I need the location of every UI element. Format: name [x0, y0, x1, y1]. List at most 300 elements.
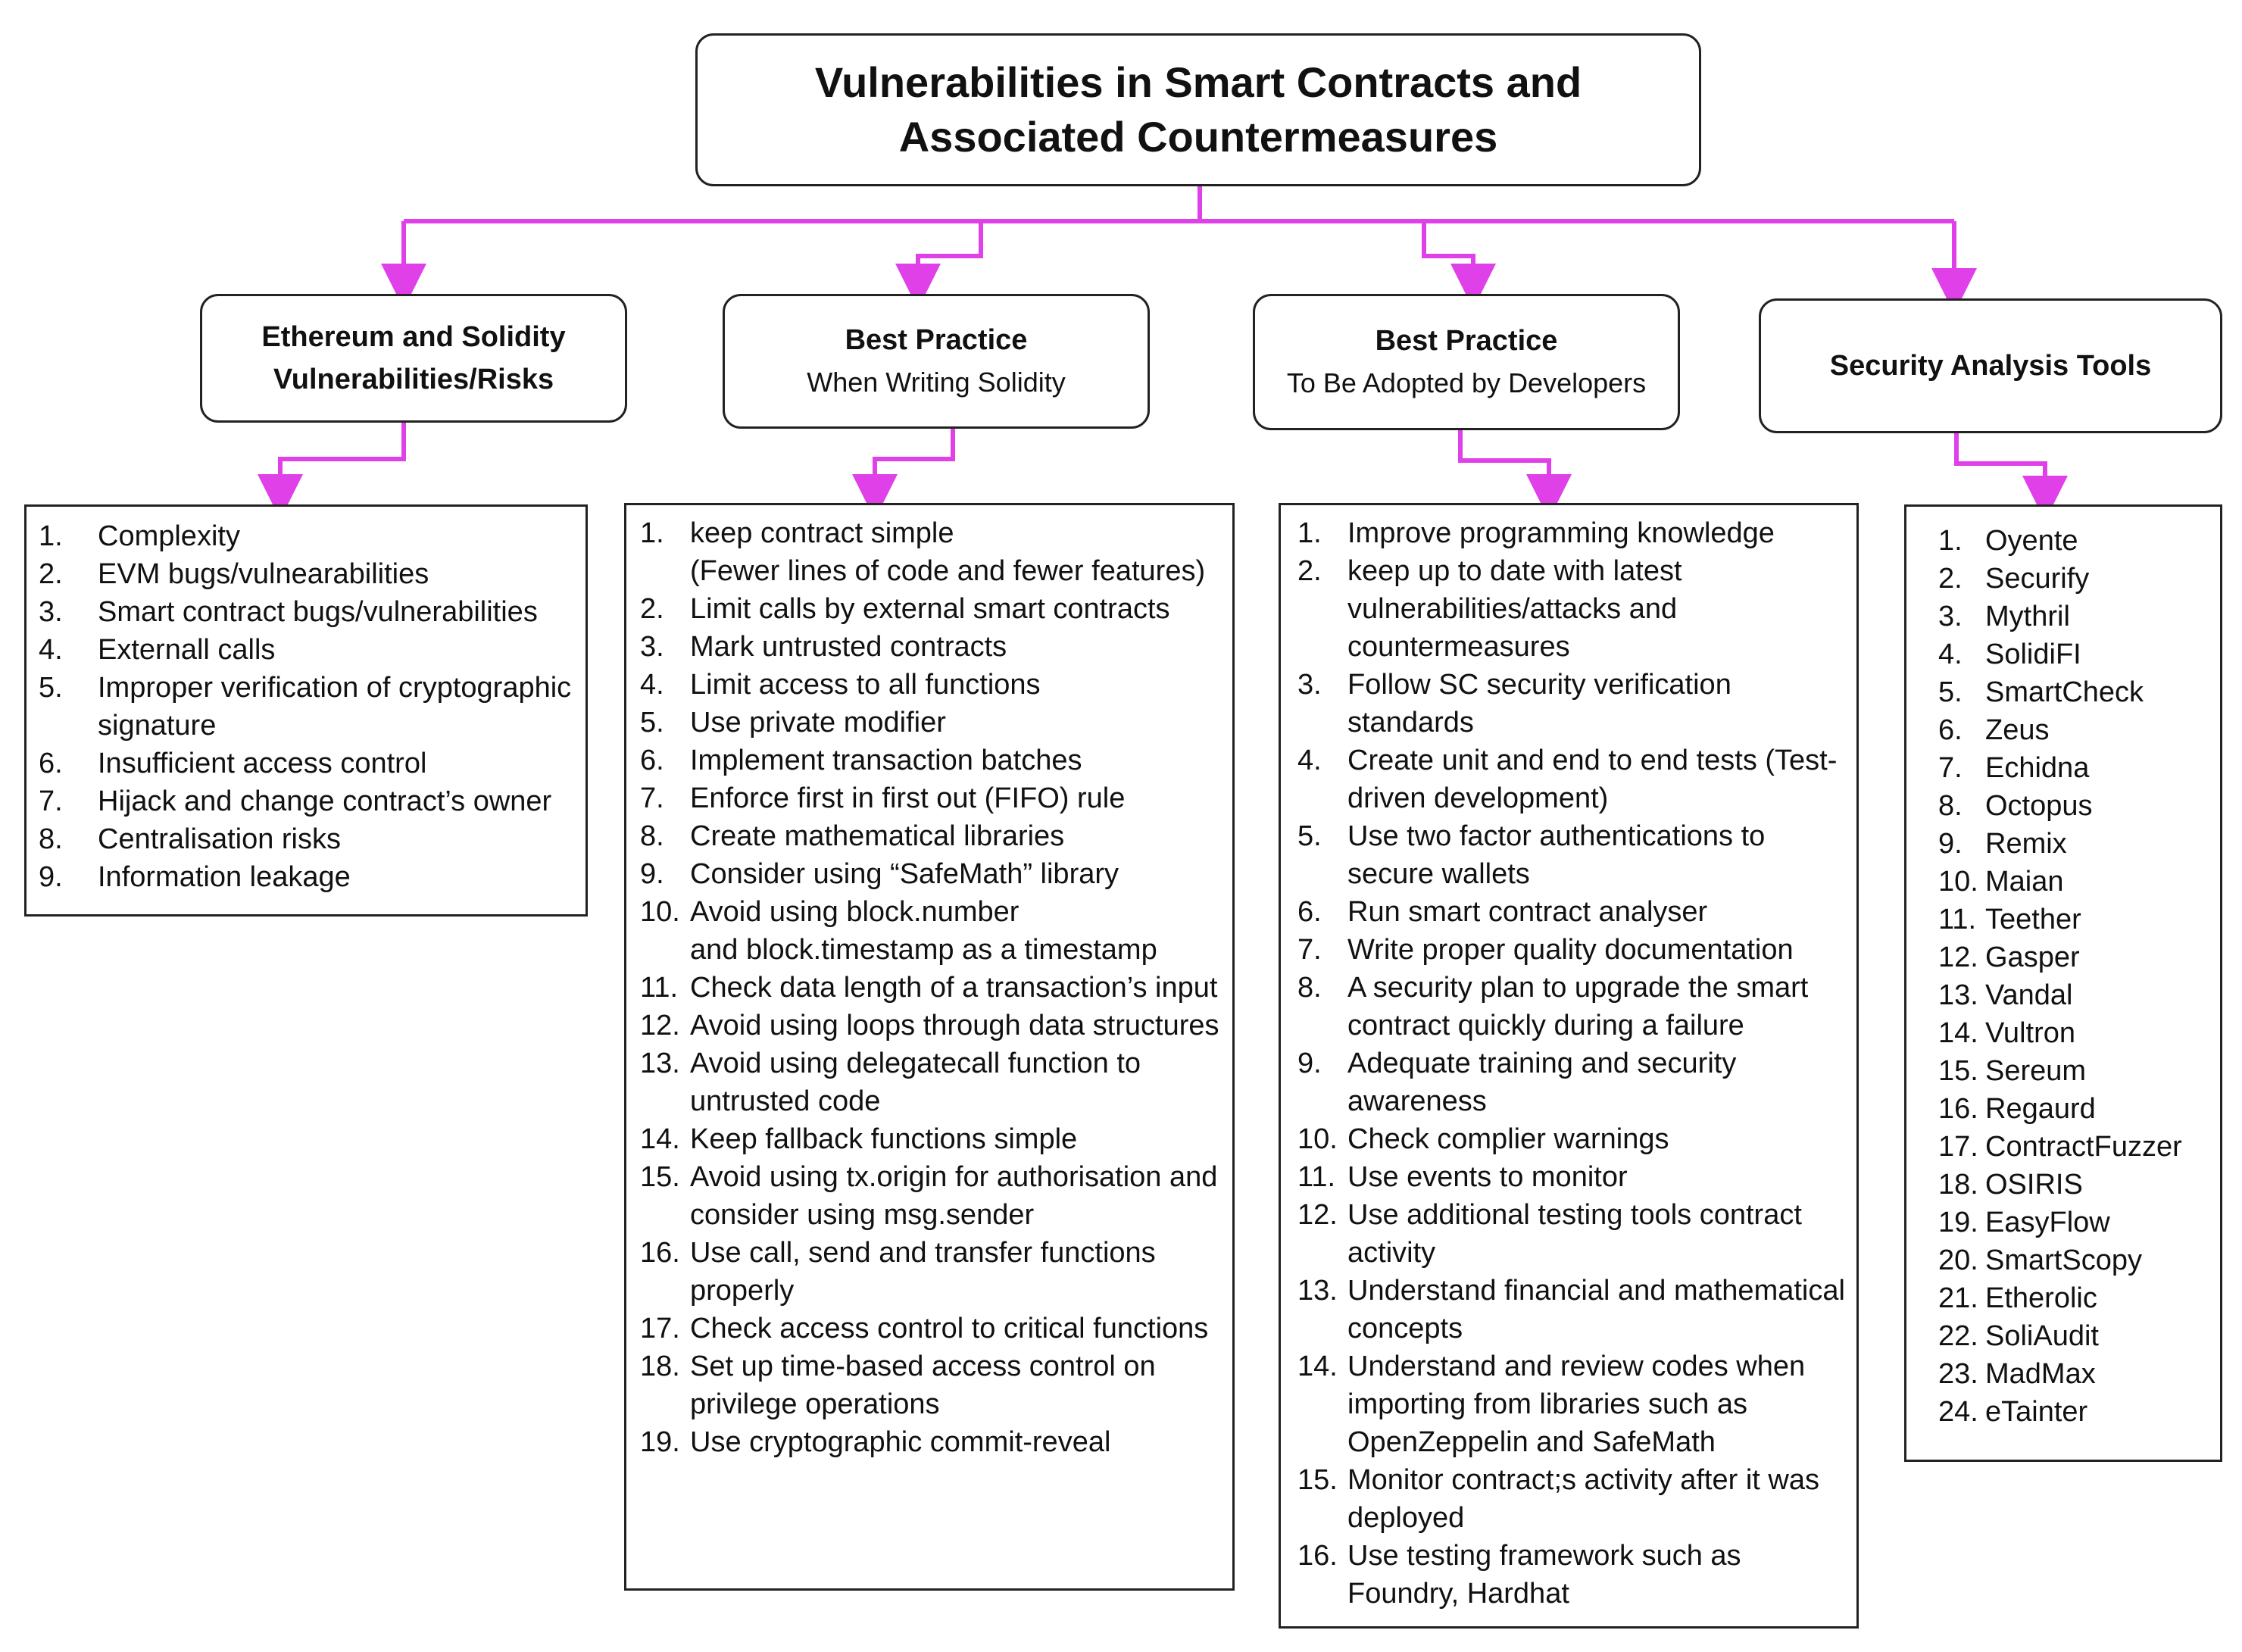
- list-item-number: 1.: [1938, 525, 1963, 557]
- list-item-text: Echidna: [1985, 752, 2090, 784]
- list-item-number: 16.: [640, 1237, 680, 1269]
- list-item-content: [690, 1423, 1226, 1461]
- list-item-text: Mark untrusted contracts: [690, 631, 1007, 663]
- list-item: [1297, 1158, 1850, 1196]
- list-item-number: 12.: [1297, 1199, 1338, 1231]
- list-item-text: Improve programming knowledge: [1347, 517, 1775, 549]
- list-item-text: Use events to monitor: [1347, 1161, 1628, 1193]
- list-item-number: 14.: [1297, 1351, 1338, 1382]
- vulnerabilities-list: [39, 517, 575, 896]
- list-item-number: 5.: [39, 672, 63, 704]
- list-item-content: [1985, 1279, 2214, 1317]
- list-item: [1297, 1272, 1850, 1348]
- list-item: [39, 593, 575, 631]
- list-item-text: OSIRIS: [1985, 1169, 2083, 1201]
- list-item-number: 3.: [1297, 669, 1322, 701]
- list-item-number: 12.: [640, 1010, 680, 1041]
- list-item-subtext: and block.timestamp as a timestamp: [690, 934, 1157, 966]
- list-item: [640, 855, 1226, 893]
- list-item-text: Monitor contract;s activity after it was deployed: [1347, 1464, 1819, 1534]
- list-item-text: SmartCheck: [1985, 676, 2144, 708]
- list-item-number: 10.: [640, 896, 680, 928]
- list-item-content: [1347, 1196, 1850, 1272]
- list-item-content: [1347, 1537, 1850, 1613]
- list-item: [1938, 749, 2214, 787]
- list-item: [640, 1158, 1226, 1234]
- list-item: [640, 590, 1226, 628]
- list-item-content: [1985, 787, 2214, 825]
- list-item-content: [1347, 969, 1850, 1045]
- list-item-number: 7.: [1938, 752, 1963, 784]
- list-item-number: 1.: [640, 517, 664, 549]
- list-item-content: [1985, 1166, 2214, 1204]
- list-item-text: keep contract simple: [690, 517, 954, 549]
- list-item: [1938, 673, 2214, 711]
- list-item-content: [1347, 893, 1850, 931]
- list-item: [640, 893, 1226, 969]
- list-item: [1938, 1241, 2214, 1279]
- list-item-text: Avoid using delegatecall function to untrusted code: [690, 1048, 1141, 1117]
- list-item-text: Smart contract bugs/vulnerabilities: [98, 596, 538, 628]
- list-item-number: 13.: [640, 1048, 680, 1079]
- list-item-number: 13.: [1297, 1275, 1338, 1307]
- list-item-number: 9.: [39, 861, 63, 893]
- list-item: [1938, 598, 2214, 636]
- connector-to-cat2: [918, 221, 981, 286]
- list-item: [1938, 787, 2214, 825]
- list-item-number: 20.: [1938, 1244, 1978, 1276]
- list-item-content: [690, 1158, 1226, 1234]
- list-item: [1297, 1461, 1850, 1537]
- list-item-number: 2.: [1297, 555, 1322, 587]
- list-item-text: Insufficient access control: [98, 748, 427, 779]
- list-item-content: [1985, 1317, 2214, 1355]
- list-item-number: 19.: [1938, 1207, 1978, 1238]
- list-item-content: [1985, 1090, 2214, 1128]
- list-item: [640, 742, 1226, 779]
- list-item-content: [1985, 749, 2214, 787]
- list-item-content: [690, 893, 1226, 969]
- list-item: [39, 669, 575, 745]
- list-item-content: [690, 704, 1226, 742]
- list-item: [1297, 1348, 1850, 1461]
- list-item-number: 6.: [1297, 896, 1322, 928]
- list-item-subtext: (Fewer lines of code and fewer features): [690, 555, 1206, 587]
- list-item-text: Zeus: [1985, 714, 2050, 746]
- list-box-developer-practices: [1279, 503, 1859, 1629]
- connector-to-cat3: [1424, 221, 1473, 286]
- list-item-content: [690, 1348, 1226, 1423]
- list-item-content: [1985, 863, 2214, 901]
- category-header-line-1: Security Analysis Tools: [1829, 350, 2152, 382]
- list-item-text: MadMax: [1985, 1358, 2096, 1390]
- list-item-number: 7.: [1297, 934, 1322, 966]
- list-item-content: [690, 855, 1226, 893]
- list-item-content: [1347, 514, 1850, 552]
- list-item-text: Limit access to all functions: [690, 669, 1041, 701]
- list-item-text: Write proper quality documentation: [1347, 934, 1794, 966]
- list-item-number: 11.: [1938, 904, 1977, 935]
- list-item-text: Understand and review codes when importing from libraries such as OpenZeppelin and SafeMath: [1347, 1351, 1806, 1458]
- list-item: [640, 1120, 1226, 1158]
- list-item-text: Check complier warnings: [1347, 1123, 1669, 1155]
- list-item-text: Oyente: [1985, 525, 2078, 557]
- list-item-text: Use call, send and transfer functions properly: [690, 1237, 1156, 1307]
- list-item-number: 10.: [1938, 866, 1978, 898]
- list-item-text: Implement transaction batches: [690, 745, 1082, 776]
- list-item-content: [1985, 673, 2214, 711]
- list-item-text: Sereum: [1985, 1055, 2087, 1087]
- list-item-content: [98, 593, 575, 631]
- list-item-content: [98, 782, 575, 820]
- list-item-number: 4.: [1297, 745, 1322, 776]
- list-item-number: 8.: [1938, 790, 1963, 822]
- list-item: [640, 628, 1226, 666]
- list-item: [640, 969, 1226, 1007]
- list-item-text: Improper verification of cryptographic signature: [98, 672, 572, 742]
- list-item-text: Externall calls: [98, 634, 276, 666]
- list-item: [640, 1348, 1226, 1423]
- list-item-content: [1985, 1355, 2214, 1393]
- list-item-number: 4.: [39, 634, 63, 666]
- list-item-number: 24.: [1938, 1396, 1978, 1428]
- list-item-text: Create mathematical libraries: [690, 820, 1065, 852]
- list-item-content: [1347, 1348, 1850, 1461]
- list-item-content: [1985, 1393, 2214, 1431]
- list-item-content: [98, 858, 575, 896]
- list-item-text: Run smart contract analyser: [1347, 896, 1708, 928]
- list-item-content: [1347, 1120, 1850, 1158]
- list-item-content: [690, 817, 1226, 855]
- list-item: [1938, 560, 2214, 598]
- list-item-number: 23.: [1938, 1358, 1978, 1390]
- list-item: [1938, 522, 2214, 560]
- list-item-text: Check access control to critical functions: [690, 1313, 1209, 1344]
- list-item-text: EVM bugs/vulnearabilities: [98, 558, 429, 590]
- list-item-number: 3.: [39, 596, 63, 628]
- list-item-text: Adequate training and security awareness: [1347, 1048, 1737, 1117]
- list-item-text: Check data length of a transaction’s input: [690, 972, 1218, 1004]
- list-item-text: Teether: [1985, 904, 2081, 935]
- list-item: [1297, 514, 1850, 552]
- list-item: [640, 1423, 1226, 1461]
- list-item: [1938, 1014, 2214, 1052]
- list-item-content: [1347, 666, 1850, 742]
- list-item: [640, 1045, 1226, 1120]
- list-item: [1938, 938, 2214, 976]
- list-item-text: Keep fallback functions simple: [690, 1123, 1078, 1155]
- list-item-content: [1985, 976, 2214, 1014]
- list-item: [1938, 636, 2214, 673]
- list-item-number: 1.: [1297, 517, 1322, 549]
- list-item-number: 15.: [640, 1161, 680, 1193]
- list-item-text: SolidiFI: [1985, 639, 2081, 670]
- list-item-number: 8.: [39, 823, 63, 855]
- list-item-number: 17.: [640, 1313, 680, 1344]
- list-item-content: [98, 517, 575, 555]
- list-item-content: [1985, 1204, 2214, 1241]
- list-item-number: 11.: [1297, 1161, 1336, 1193]
- list-item-number: 2.: [1938, 563, 1963, 595]
- list-item-content: [98, 555, 575, 593]
- list-item-content: [1985, 1241, 2214, 1279]
- list-item-content: [1985, 901, 2214, 938]
- list-item: [1297, 1537, 1850, 1613]
- list-item-text: Create unit and end to end tests (Test-driven development): [1347, 745, 1838, 814]
- list-item-number: 6.: [39, 748, 63, 779]
- list-item-content: [690, 969, 1226, 1007]
- list-item-content: [690, 514, 1226, 590]
- list-item: [1938, 1052, 2214, 1090]
- category-header-line-1: Ethereum and Solidity: [261, 321, 566, 353]
- list-item: [39, 745, 575, 782]
- category-header-line-1: Best Practice: [1375, 325, 1558, 357]
- security-tools-list: [1938, 522, 2214, 1431]
- list-item-content: [1347, 817, 1850, 893]
- list-item-number: 15.: [1938, 1055, 1978, 1087]
- list-item: [1938, 863, 2214, 901]
- list-item-number: 13.: [1938, 979, 1978, 1011]
- list-item-text: Etherolic: [1985, 1282, 2097, 1314]
- connector-cat4-list: [1956, 433, 2045, 498]
- list-item: [640, 1007, 1226, 1045]
- list-item-number: 16.: [1938, 1093, 1978, 1125]
- list-item-content: [98, 631, 575, 669]
- list-item: [1938, 1204, 2214, 1241]
- list-item-number: 1.: [39, 520, 63, 552]
- list-item-text: A security plan to upgrade the smart contract quickly during a failure: [1347, 972, 1809, 1041]
- list-item-text: Octopus: [1985, 790, 2093, 822]
- list-item: [1938, 711, 2214, 749]
- category-header-line-2: To Be Adopted by Developers: [1286, 367, 1647, 398]
- list-item-number: 11.: [640, 972, 679, 1004]
- list-item-text: Avoid using loops through data structures: [690, 1010, 1219, 1041]
- list-item: [1938, 976, 2214, 1014]
- list-item-text: Understand financial and mathematical concepts: [1347, 1275, 1845, 1344]
- list-item-number: 8.: [1297, 972, 1322, 1004]
- list-box-solidity-practices: [624, 503, 1235, 1591]
- list-item-content: [690, 742, 1226, 779]
- connector-cat1-list: [280, 423, 404, 497]
- list-item-number: 9.: [640, 858, 664, 890]
- list-item-text: eTainter: [1985, 1396, 2088, 1428]
- list-item-number: 7.: [39, 785, 63, 817]
- list-item-number: 22.: [1938, 1320, 1978, 1352]
- list-item-content: [690, 779, 1226, 817]
- list-item: [1938, 825, 2214, 863]
- list-item-content: [690, 1045, 1226, 1120]
- list-item: [1938, 1355, 2214, 1393]
- list-item-content: [1347, 1045, 1850, 1120]
- list-item-number: 21.: [1938, 1282, 1978, 1314]
- list-item-content: [1347, 1158, 1850, 1196]
- list-item-content: [1985, 560, 2214, 598]
- list-item-content: [690, 666, 1226, 704]
- list-box-vulnerabilities: [24, 504, 588, 917]
- list-item-content: [690, 1120, 1226, 1158]
- list-item-content: [1347, 742, 1850, 817]
- category-header-line-2: When Writing Solidity: [807, 367, 1066, 398]
- list-item-number: 5.: [1938, 676, 1963, 708]
- list-item-text: Maian: [1985, 866, 2064, 898]
- list-box-security-tools: [1904, 504, 2222, 1462]
- list-item-text: SmartScopy: [1985, 1244, 2142, 1276]
- list-item-text: Centralisation risks: [98, 823, 341, 855]
- list-item-number: 3.: [1938, 601, 1963, 632]
- list-item-number: 9.: [1938, 828, 1963, 860]
- category-header-best-practice-solidity: [723, 294, 1150, 429]
- list-item-number: 3.: [640, 631, 664, 663]
- list-item-text: Limit calls by external smart contracts: [690, 593, 1170, 625]
- list-item-number: 9.: [1297, 1048, 1322, 1079]
- list-item: [640, 666, 1226, 704]
- list-item-number: 17.: [1938, 1131, 1978, 1163]
- list-item: [1297, 969, 1850, 1045]
- list-item-content: [1985, 825, 2214, 863]
- list-item-number: 2.: [39, 558, 63, 590]
- list-item: [640, 817, 1226, 855]
- list-item-text: Follow SC security verification standards: [1347, 669, 1731, 739]
- list-item-number: 4.: [640, 669, 664, 701]
- list-item-number: 15.: [1297, 1464, 1338, 1496]
- list-item-text: ContractFuzzer: [1985, 1131, 2182, 1163]
- list-item: [1938, 1279, 2214, 1317]
- list-item-content: [1985, 598, 2214, 636]
- list-item-content: [1985, 711, 2214, 749]
- list-item-text: Consider using “SafeMath” library: [690, 858, 1119, 890]
- list-item-number: 18.: [1938, 1169, 1978, 1201]
- list-item-content: [1985, 636, 2214, 673]
- list-item-text: EasyFlow: [1985, 1207, 2110, 1238]
- list-item-text: Use two factor authentications to secure wallets: [1347, 820, 1766, 890]
- connector-cat3-list: [1460, 430, 1549, 497]
- list-item: [1297, 742, 1850, 817]
- list-item-content: [98, 820, 575, 858]
- title-line-1: Vulnerabilities in Smart Contracts and: [814, 58, 1582, 106]
- list-item: [640, 1234, 1226, 1310]
- list-item-number: 10.: [1297, 1123, 1338, 1155]
- list-item-number: 12.: [1938, 942, 1978, 973]
- list-item-content: [690, 1007, 1226, 1045]
- list-item-text: Complexity: [98, 520, 240, 552]
- list-item-number: 6.: [1938, 714, 1963, 746]
- list-item: [1297, 552, 1850, 666]
- list-item-content: [1985, 1128, 2214, 1166]
- list-item: [39, 555, 575, 593]
- list-item-text: Use cryptographic commit-reveal: [690, 1426, 1111, 1458]
- connector-cat2-list: [875, 429, 953, 497]
- list-item-content: [1347, 1272, 1850, 1348]
- list-item: [1297, 931, 1850, 969]
- category-header-best-practice-developers: [1253, 294, 1680, 430]
- list-item: [39, 782, 575, 820]
- list-item-number: 19.: [640, 1426, 680, 1458]
- list-item: [39, 631, 575, 669]
- list-item-content: [1985, 1014, 2214, 1052]
- list-item-number: 6.: [640, 745, 664, 776]
- list-item-text: Securify: [1985, 563, 2090, 595]
- list-item: [1938, 1393, 2214, 1431]
- list-item-number: 14.: [640, 1123, 680, 1155]
- list-item-text: Vandal: [1985, 979, 2073, 1011]
- list-item: [1297, 817, 1850, 893]
- list-item-number: 5.: [640, 707, 664, 739]
- list-item-text: Avoid using tx.origin for authorisation and consider using msg.sender: [690, 1161, 1218, 1231]
- list-item: [39, 517, 575, 555]
- list-item-content: [1347, 1461, 1850, 1537]
- list-item: [1938, 901, 2214, 938]
- list-item-text: Regaurd: [1985, 1093, 2096, 1125]
- category-header-line-1: Best Practice: [845, 324, 1028, 356]
- list-item-text: Remix: [1985, 828, 2067, 860]
- list-item-text: Avoid using block.number: [690, 896, 1020, 928]
- list-item: [1938, 1090, 2214, 1128]
- list-item-number: 16.: [1297, 1540, 1338, 1572]
- list-item: [1938, 1166, 2214, 1204]
- list-item-content: [1985, 938, 2214, 976]
- list-item-number: 18.: [640, 1351, 680, 1382]
- list-item-content: [98, 745, 575, 782]
- list-item-content: [690, 590, 1226, 628]
- solidity-practices-list: [640, 514, 1226, 1461]
- list-item-text: SoliAudit: [1985, 1320, 2099, 1352]
- list-item: [640, 1310, 1226, 1348]
- list-item: [1297, 893, 1850, 931]
- list-item-text: Use private modifier: [690, 707, 946, 739]
- list-item-number: 7.: [640, 782, 664, 814]
- list-item-content: [1347, 552, 1850, 666]
- list-item-text: Gasper: [1985, 942, 2080, 973]
- list-item-text: Enforce first in first out (FIFO) rule: [690, 782, 1126, 814]
- list-item: [640, 704, 1226, 742]
- list-item-text: Use testing framework such as Foundry, Hardhat: [1347, 1540, 1741, 1610]
- category-header-security-tools: [1759, 298, 2222, 433]
- list-item: [1297, 666, 1850, 742]
- list-item-text: Set up time-based access control on privilege operations: [690, 1351, 1156, 1420]
- list-item-content: [1347, 931, 1850, 969]
- list-item-number: 5.: [1297, 820, 1322, 852]
- list-item: [640, 779, 1226, 817]
- list-item-number: 4.: [1938, 639, 1963, 670]
- list-item: [1297, 1045, 1850, 1120]
- list-item-text: Mythril: [1985, 601, 2070, 632]
- list-item: [39, 820, 575, 858]
- list-item-number: 2.: [640, 593, 664, 625]
- list-item-content: [690, 1310, 1226, 1348]
- list-item: [1297, 1120, 1850, 1158]
- category-header-line-2: Vulnerabilities/Risks: [273, 364, 554, 395]
- list-item-content: [98, 669, 575, 745]
- list-item-text: Vultron: [1985, 1017, 2075, 1049]
- developer-practices-list: [1297, 514, 1850, 1613]
- list-item-content: [1985, 522, 2214, 560]
- list-item: [1938, 1128, 2214, 1166]
- list-item: [1938, 1317, 2214, 1355]
- list-item-number: 8.: [640, 820, 664, 852]
- list-item-text: keep up to date with latest vulnerabilities/attacks and countermeasures: [1347, 555, 1682, 663]
- list-item-number: 14.: [1938, 1017, 1978, 1049]
- list-item-text: Use additional testing tools contract activity: [1347, 1199, 1802, 1269]
- list-item-text: Hijack and change contract’s owner: [98, 785, 552, 817]
- list-item-content: [690, 1234, 1226, 1310]
- list-item: [39, 858, 575, 896]
- title-box: [695, 33, 1701, 186]
- list-item: [1297, 1196, 1850, 1272]
- category-header-ethereum-solidity: [200, 294, 627, 423]
- list-item: [640, 514, 1226, 590]
- list-item-text: Information leakage: [98, 861, 351, 893]
- title-line-2: Associated Countermeasures: [898, 113, 1498, 161]
